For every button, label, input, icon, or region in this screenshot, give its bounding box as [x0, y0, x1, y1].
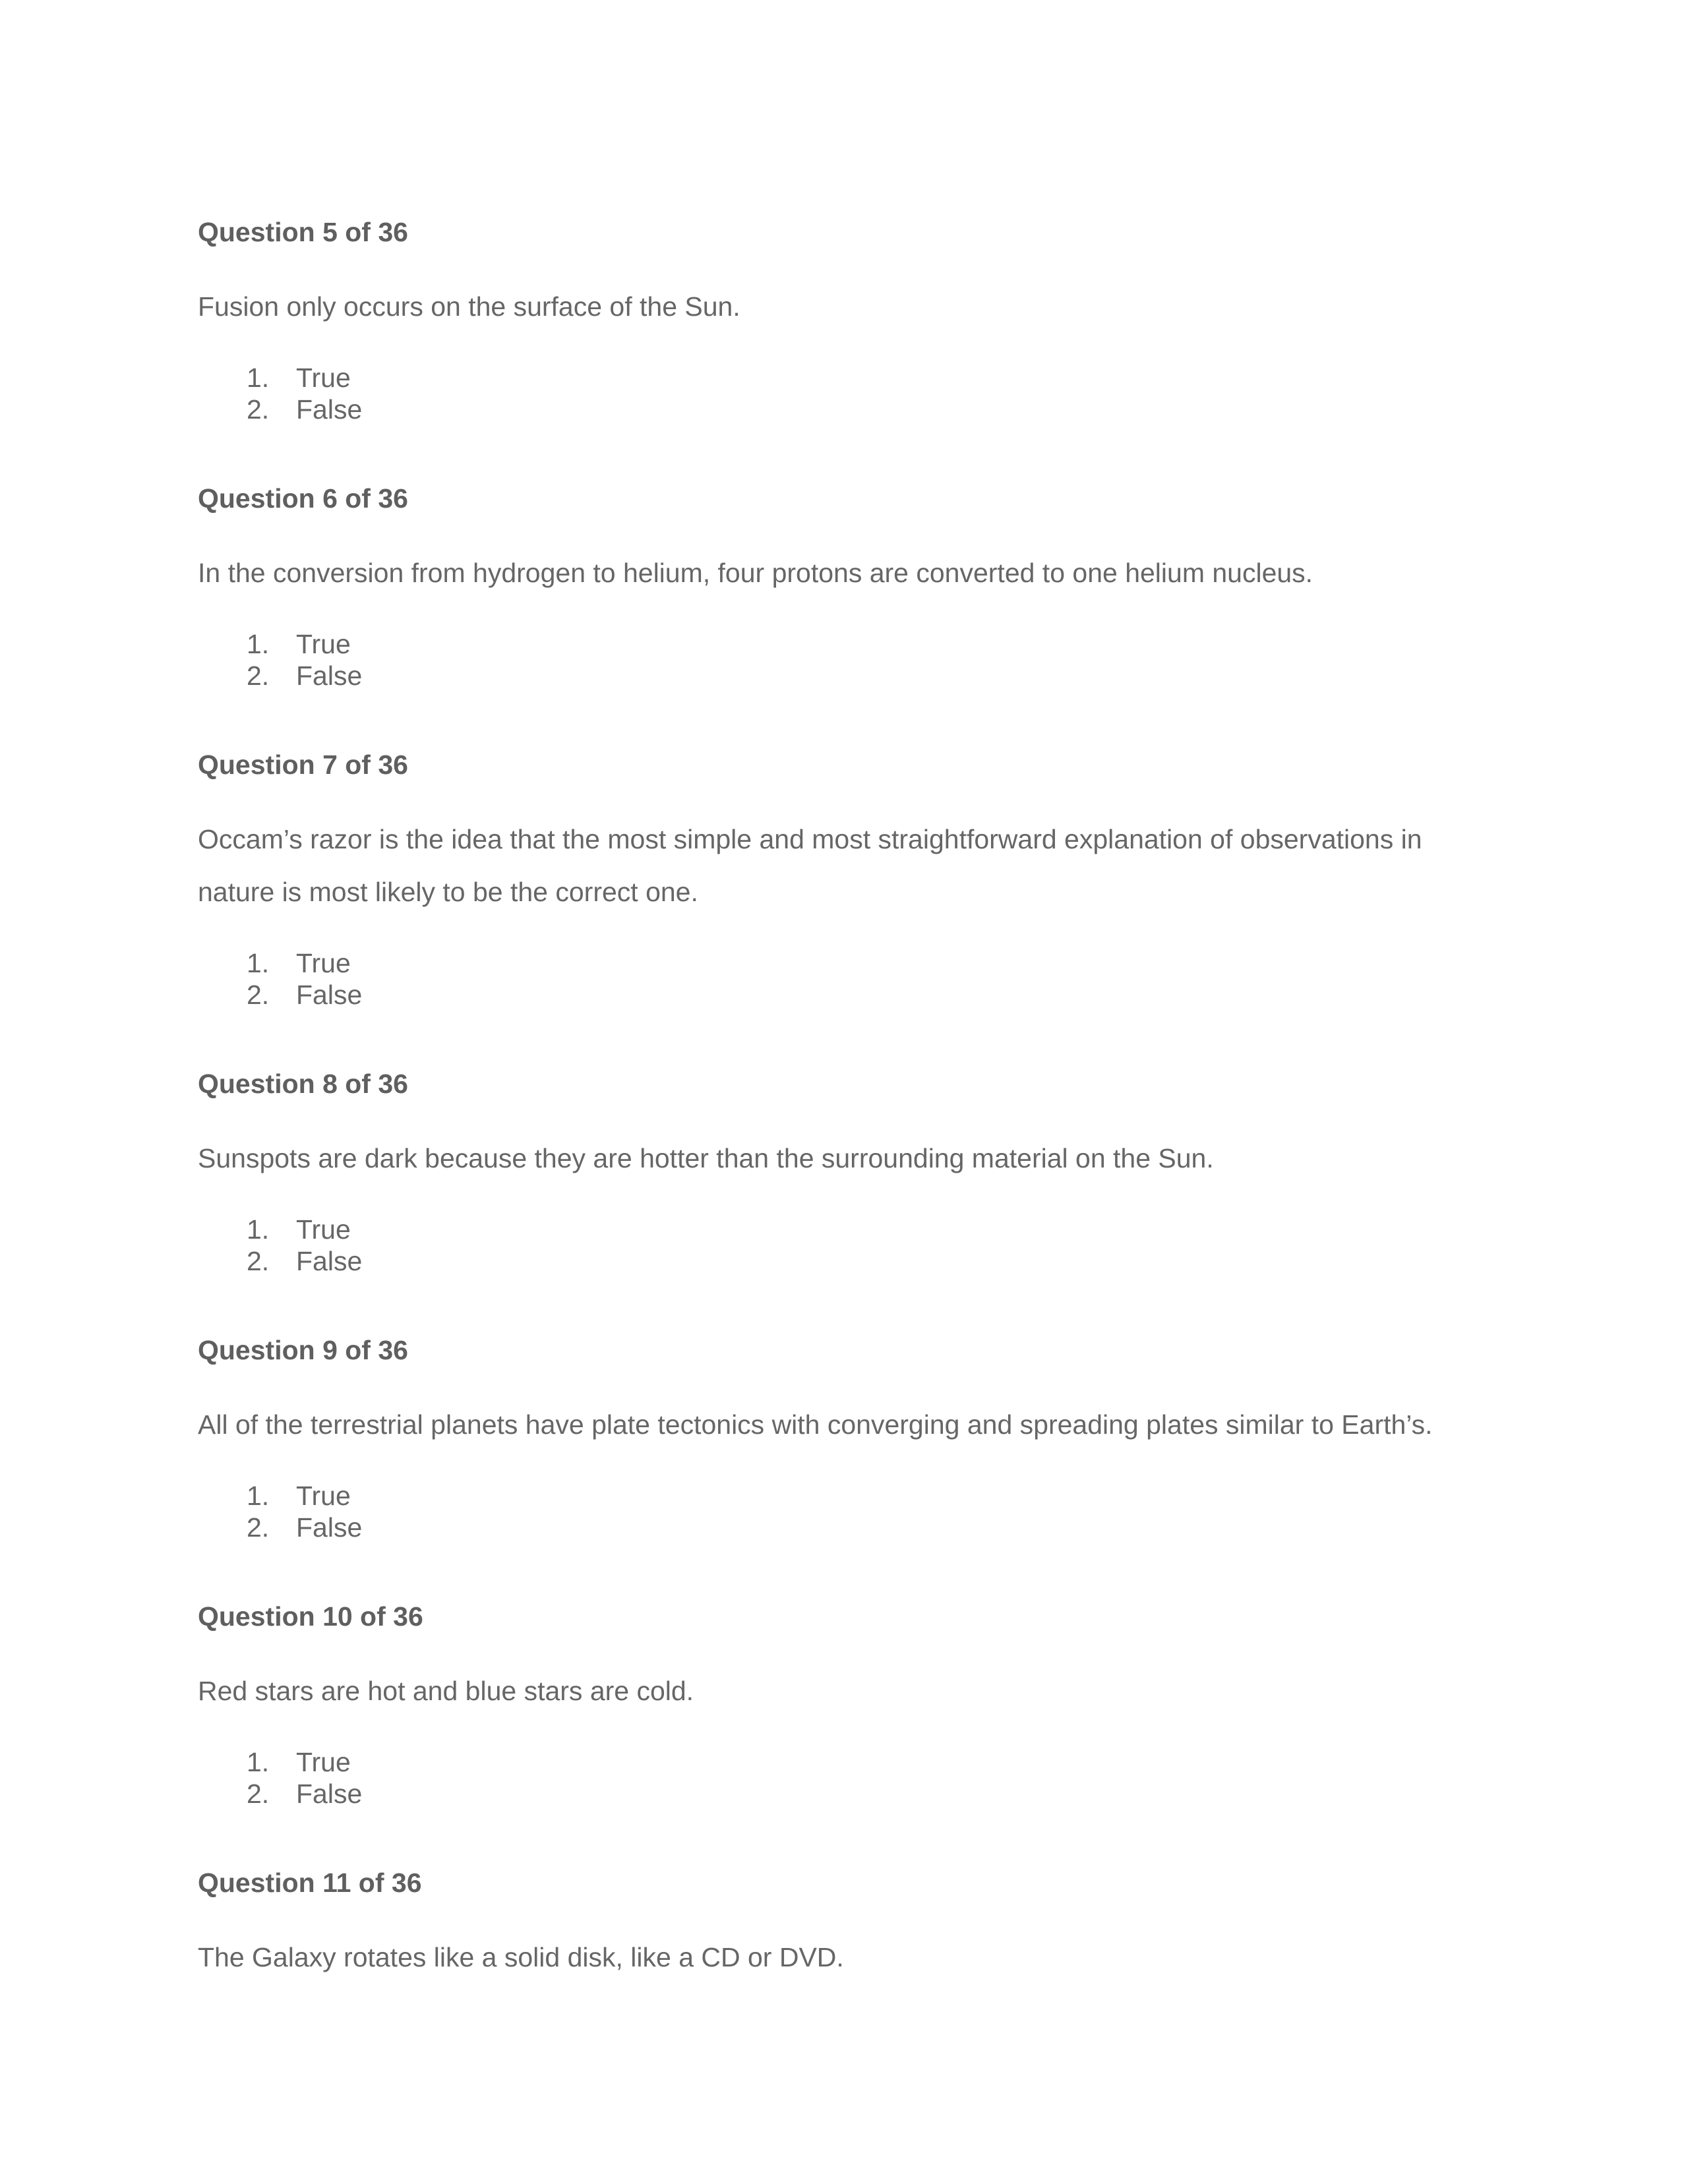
option-label: True	[296, 948, 351, 978]
option-number: 2.	[247, 661, 270, 691]
option-label: False	[296, 661, 363, 691]
option-label: True	[296, 629, 351, 659]
question-title: Question 10 of 36	[198, 1601, 423, 1632]
question-text: In the conversion from hydrogen to helium, four protons are converted to one helium nucleus.	[198, 558, 1313, 588]
option-label: True	[296, 1214, 351, 1245]
option-number: 1.	[247, 629, 270, 659]
option-number: 2.	[247, 1246, 270, 1276]
option-label: True	[296, 1747, 351, 1777]
option-label: False	[296, 980, 363, 1010]
question-title: Question 6 of 36	[198, 483, 408, 514]
option-label: False	[296, 1779, 363, 1809]
question-text: Red stars are hot and blue stars are cold.	[198, 1676, 694, 1706]
question-title: Question 5 of 36	[198, 217, 408, 247]
question-text: Occam’s razor is the idea that the most simple and most straightforward explanation of observations in nature is most likely to be the correct one.	[198, 824, 1422, 907]
option-number: 1.	[247, 1481, 270, 1511]
option-number: 1.	[247, 363, 270, 393]
option-number: 2.	[247, 980, 270, 1010]
option-label: True	[296, 363, 351, 393]
question-title: Question 9 of 36	[198, 1335, 408, 1365]
option-number: 2.	[247, 394, 270, 425]
option-number: 1.	[247, 1747, 270, 1777]
option-number: 2.	[247, 1779, 270, 1809]
option-number: 2.	[247, 1512, 270, 1543]
question-title: Question 11 of 36	[198, 1868, 422, 1898]
option-number: 1.	[247, 948, 270, 978]
question-text: Sunspots are dark because they are hotter than the surrounding material on the Sun.	[198, 1143, 1214, 1173]
option-number: 1.	[247, 1214, 270, 1245]
option-label: False	[296, 1512, 363, 1543]
question-title: Question 7 of 36	[198, 750, 408, 780]
option-label: True	[296, 1481, 351, 1511]
question-text: The Galaxy rotates like a solid disk, like a CD or DVD.	[198, 1942, 844, 1972]
question-text: Fusion only occurs on the surface of the Sun.	[198, 291, 740, 322]
option-label: False	[296, 1246, 363, 1276]
question-title: Question 8 of 36	[198, 1069, 408, 1099]
option-label: False	[296, 394, 363, 425]
question-text: All of the terrestrial planets have plate tectonics with converging and spreading plates similar to Earth’s.	[198, 1409, 1433, 1440]
